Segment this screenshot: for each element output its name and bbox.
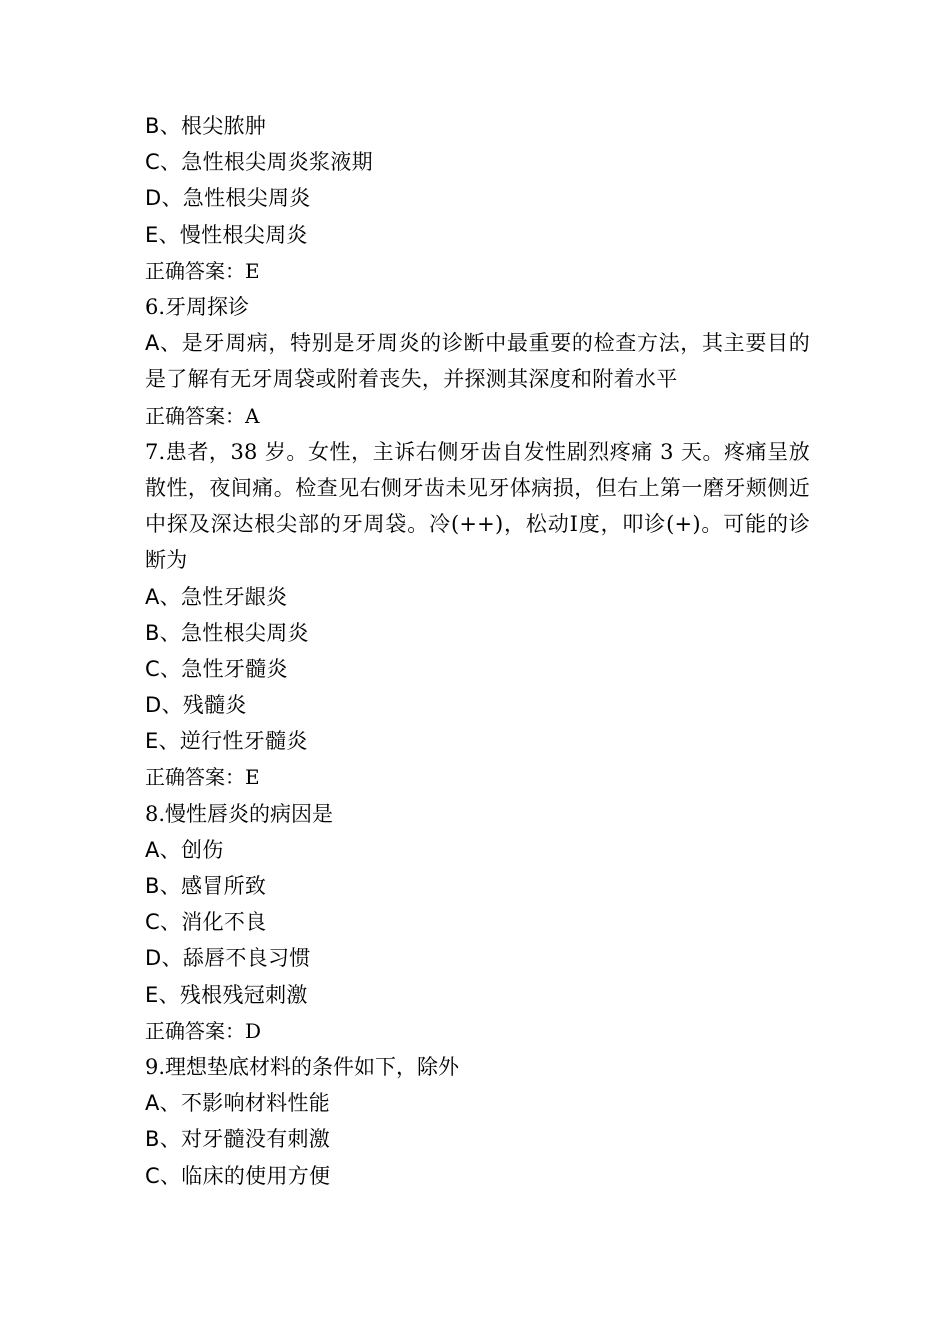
- q8-option-b: B、感冒所致: [145, 874, 267, 899]
- q7-option-d: D、残髓炎: [145, 693, 247, 718]
- q5-option-e: E、慢性根尖周炎: [145, 222, 308, 247]
- q8-answer: 正确答案：D: [145, 1018, 262, 1043]
- q7-question: 7.患者，38 岁。女性，主诉右侧牙齿自发性剧烈疼痛 3 天。疼痛呈放散性，夜间痛。检查见右侧牙齿未见牙体病损，但右上第一磨牙颊侧近中探及深达根尖部的牙周袋。冷(++)，松动Ⅰ度，叩诊(+)。可能的诊断为: [145, 439, 810, 573]
- q5-option-c: C、急性根尖周炎浆液期: [145, 150, 373, 175]
- q8-option-a: A、创伤: [145, 837, 224, 862]
- q5-option-d: D、急性根尖周炎: [145, 186, 311, 211]
- q6-answer: 正确答案：A: [145, 403, 260, 428]
- document-content: [145, 108, 810, 1194]
- q9-option-c: C、临床的使用方便: [145, 1163, 331, 1188]
- q8-question: 8.慢性唇炎的病因是: [145, 801, 334, 826]
- q7-option-b: B、急性根尖周炎: [145, 620, 309, 645]
- q5-answer: 正确答案：E: [145, 258, 260, 283]
- q7-option-e: E、逆行性牙髓炎: [145, 729, 308, 754]
- q6-option-a: A、是牙周病，特别是牙周炎的诊断中最重要的检查方法，其主要目的是了解有无牙周袋或附着丧失，并探测其深度和附着水平: [145, 331, 810, 392]
- q9-question: 9.理想垫底材料的条件如下，除外: [145, 1054, 460, 1079]
- q9-option-a: A、不影响材料性能: [145, 1091, 331, 1116]
- q5-option-b: B、根尖脓肿: [145, 114, 267, 138]
- q8-option-c: C、消化不良: [145, 910, 267, 935]
- q7-option-a: A、急性牙龈炎: [145, 584, 288, 609]
- q7-answer: 正确答案：E: [145, 765, 260, 790]
- q8-option-d: D、舔唇不良习惯: [145, 946, 311, 971]
- q9-option-b: B、对牙髓没有刺激: [145, 1127, 331, 1152]
- q6-question: 6.牙周探诊: [145, 294, 250, 319]
- q8-option-e: E、残根残冠刺激: [145, 982, 308, 1007]
- q7-option-c: C、急性牙髓炎: [145, 656, 288, 681]
